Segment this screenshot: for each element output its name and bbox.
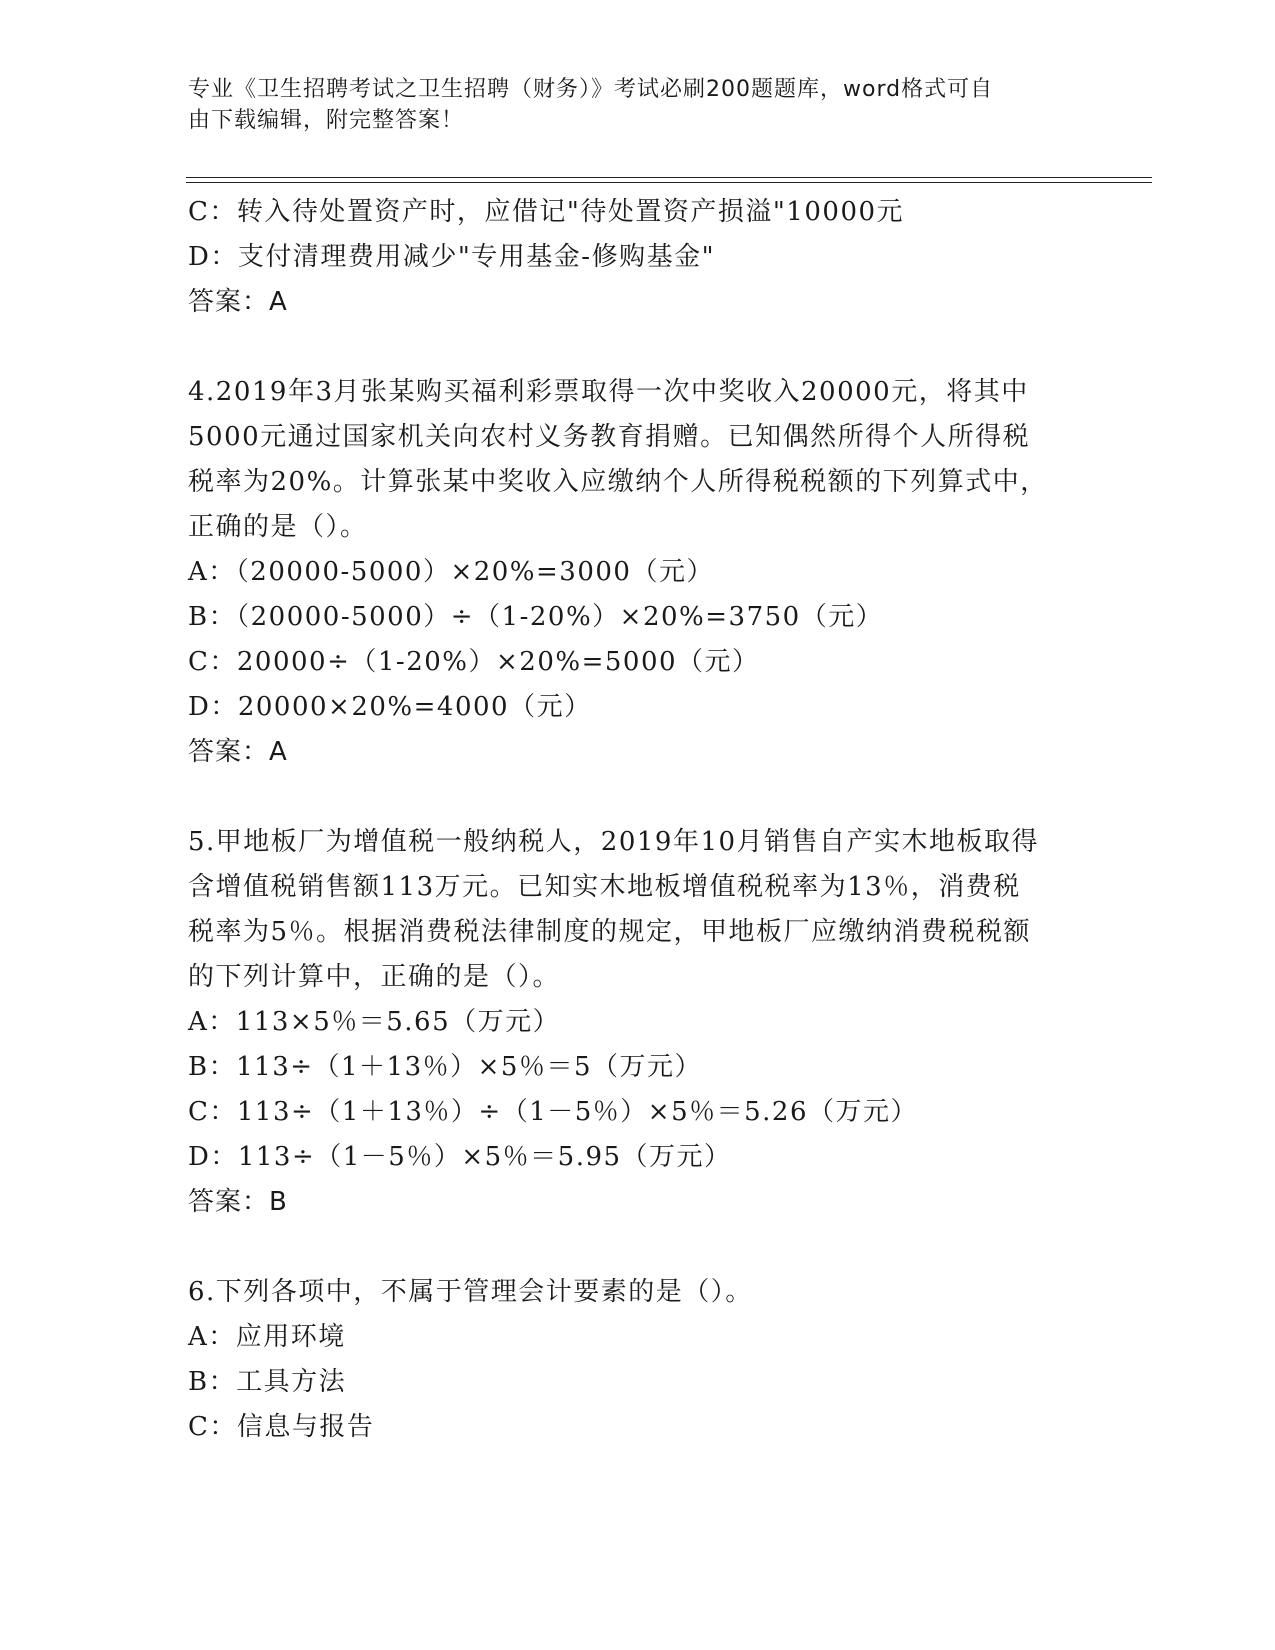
question-stem-line: 5000元通过国家机关向农村义务教育捐赠。已知偶然所得个人所得税 xyxy=(188,422,1031,452)
question-stem-line: 5.甲地板厂为增值税一般纳税人，2019年10月销售自产实木地板取得 xyxy=(188,827,1040,857)
document-body xyxy=(188,190,1088,1450)
question-6 xyxy=(188,1270,1088,1450)
option-c: C：20000÷（1-20%）×20%=5000（元） xyxy=(188,647,760,677)
spacer xyxy=(188,1225,1088,1270)
option-a: A：113×5％＝5.65（万元） xyxy=(188,1007,561,1037)
spacer xyxy=(188,325,1088,370)
option-c: C：113÷（1＋13％）÷（1－5％）×5％＝5.26（万元） xyxy=(188,1097,919,1127)
answer-line: 答案：A xyxy=(188,287,288,317)
question-stem-line: 税率为20%。计算张某中奖收入应缴纳个人所得税税额的下列算式中， xyxy=(188,467,1048,497)
question-stem-line: 正确的是（）。 xyxy=(188,512,368,542)
spacer xyxy=(188,775,1088,820)
question-stem-line: 6.下列各项中，不属于管理会计要素的是（）。 xyxy=(188,1277,753,1307)
question-stem-line: 含增值税销售额113万元。已知实木地板增值税税率为13％，消费税 xyxy=(188,872,1021,902)
answer-line: 答案：B xyxy=(188,1187,288,1217)
header-line: 专业《卫生招聘考试之卫生招聘（财务）》考试必刷200题题库，word格式可自 xyxy=(188,77,994,102)
question-stem-line: 税率为5％。根据消费税法律制度的规定，甲地板厂应缴纳消费税税额 xyxy=(188,917,1032,947)
option-b: B：工具方法 xyxy=(188,1367,347,1397)
question-4 xyxy=(188,370,1088,775)
option-d: D：支付清理费用减少"专用基金-修购基金" xyxy=(188,242,716,272)
header-line: 由下载编辑，附完整答案！ xyxy=(188,108,465,133)
question-3-continued xyxy=(188,190,1088,325)
question-stem-line: 的下列计算中，正确的是（）。 xyxy=(188,962,561,992)
option-d: D：20000×20%=4000（元） xyxy=(188,692,592,722)
header-rule-top xyxy=(186,177,1152,178)
question-5 xyxy=(188,820,1088,1225)
answer-line: 答案：A xyxy=(188,737,288,767)
question-stem-line: 4.2019年3月张某购买福利彩票取得一次中奖收入20000元，将其中 xyxy=(188,377,1029,407)
option-a: A：应用环境 xyxy=(188,1322,346,1352)
option-c: C：信息与报告 xyxy=(188,1412,375,1442)
option-b: B：113÷（1＋13％）×5％＝5（万元） xyxy=(188,1052,703,1082)
header-rule-bottom xyxy=(186,182,1152,183)
option-a: A：（20000-5000）×20%=3000（元） xyxy=(188,557,714,587)
option-b: B：（20000-5000）÷（1-20%）×20%=3750（元） xyxy=(188,602,884,632)
option-d: D：113÷（1－5％）×5％＝5.95（万元） xyxy=(188,1142,732,1172)
document-header xyxy=(188,74,1068,136)
option-c: C：转入待处置资产时，应借记"待处置资产损溢"10000元 xyxy=(188,197,905,227)
